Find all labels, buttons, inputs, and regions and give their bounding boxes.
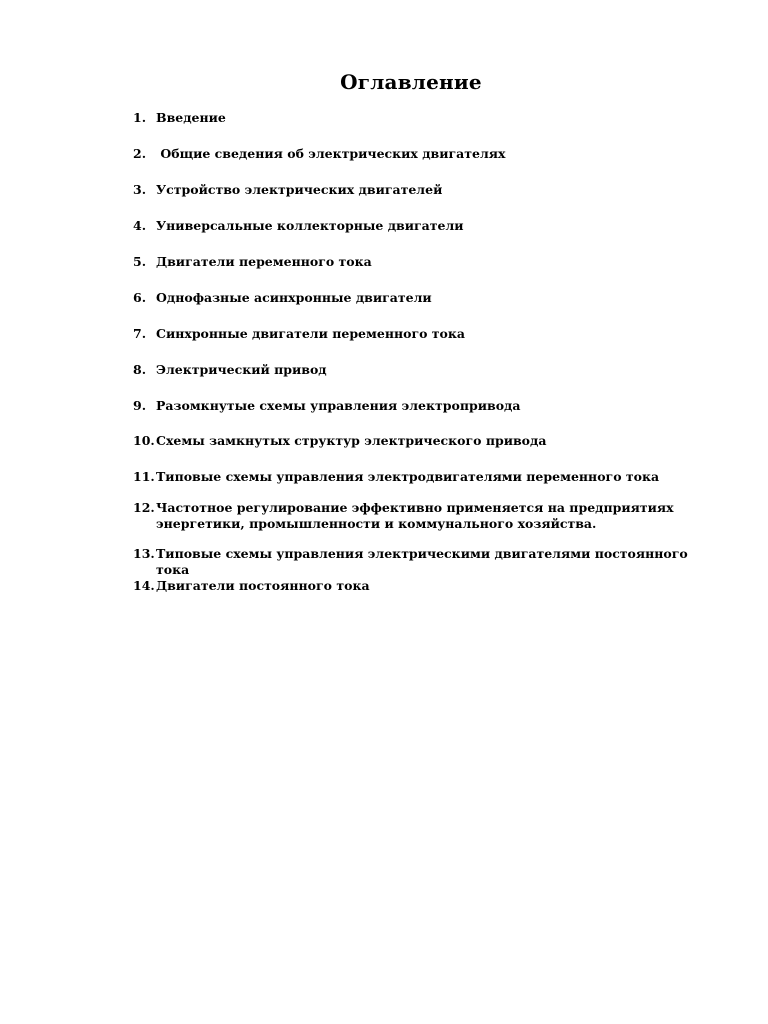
- toc-item-text: Электрический привод: [156, 362, 327, 377]
- toc-item-text: Синхронные двигатели переменного тока: [156, 326, 466, 341]
- toc-item-text: Типовые схемы управления электрическими двигателями постоянного тока: [156, 546, 693, 577]
- toc-item-text: Схемы замкнутых структур электрического привода: [156, 433, 547, 448]
- toc-item-number: 3.: [133, 182, 147, 197]
- toc-item-text: Однофазные асинхронные двигатели: [156, 290, 432, 305]
- toc-item-number: 14.: [133, 578, 155, 593]
- toc-item-text: Введение: [156, 110, 226, 125]
- toc-item-number: 8.: [133, 362, 147, 377]
- toc-item-text: Устройство электрических двигателей: [156, 182, 443, 197]
- toc-item-number: 4.: [133, 218, 147, 233]
- page-title: Оглавление: [340, 70, 482, 94]
- toc-item-text: Общие сведения об электрических двигателях: [156, 146, 506, 161]
- toc-item-number: 13.: [133, 546, 155, 561]
- toc-item-number: 6.: [133, 290, 147, 305]
- toc-item-number: 2.: [133, 146, 147, 161]
- toc-item-number: 1.: [133, 110, 147, 125]
- toc-item-number: 5.: [133, 254, 147, 269]
- toc-item-number: 7.: [133, 326, 147, 341]
- toc-item-text: Универсальные коллекторные двигатели: [156, 218, 464, 233]
- toc-item-text: Двигатели постоянного тока: [156, 578, 370, 593]
- toc-item-number: 12.: [133, 500, 155, 515]
- toc-item-text: Типовые схемы управления электродвигателями переменного тока: [156, 469, 660, 484]
- toc-item-number: 10.: [133, 433, 155, 448]
- toc-item-number: 9.: [133, 398, 147, 413]
- toc-item-text: Частотное регулирование эффективно применяется на предприятиях энергетики, промышленности и коммунального хозяйства.: [156, 500, 674, 531]
- toc-item-number: 11.: [133, 469, 155, 484]
- toc-item-text: Двигатели переменного тока: [156, 254, 372, 269]
- toc-item-text: Разомкнутые схемы управления электропривода: [156, 398, 521, 413]
